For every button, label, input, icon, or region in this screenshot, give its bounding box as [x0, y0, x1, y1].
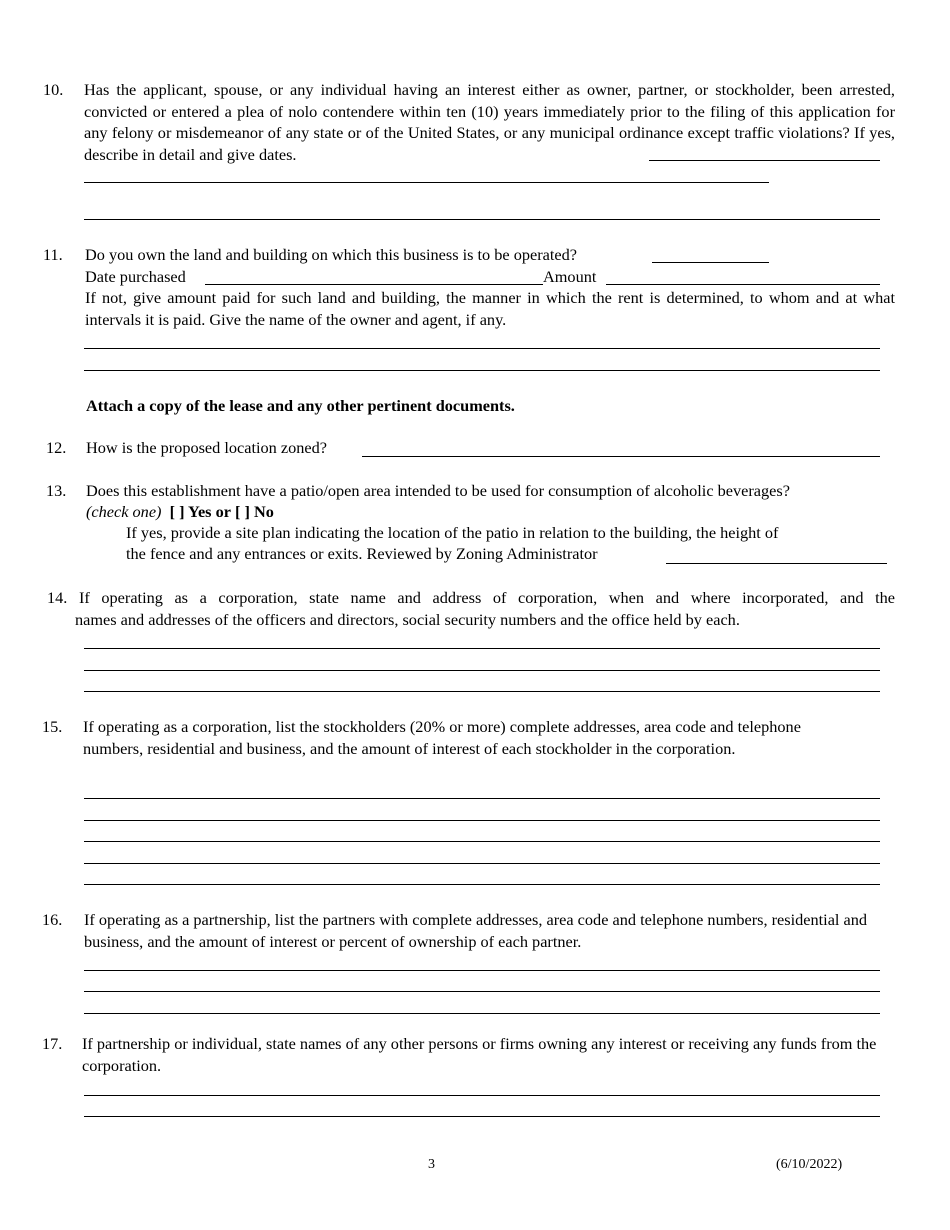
q16-number: 16. — [42, 910, 63, 929]
q16-text: If operating as a partnership, list the partners with complete addresses, area code and telephone numbers, residential and business, and the amount of interest or percent of ownership of each partner. — [84, 910, 868, 951]
q10-text — [84, 79, 895, 165]
q15-answer-line-2[interactable] — [84, 820, 880, 821]
page-number: 3 — [428, 1157, 435, 1172]
q13-check-row — [86, 501, 274, 523]
q17-number: 17. — [42, 1034, 63, 1053]
q13-question: Does this establishment have a patio/open area intended to be used for consumption of alcoholic beverages? — [86, 481, 790, 500]
q11-number: 11. — [43, 245, 63, 264]
q15-answer-line-3[interactable] — [84, 841, 880, 842]
q13-check-one: (check one) — [86, 502, 162, 521]
q11-date-label: Date purchased — [85, 267, 186, 286]
q13-number: 13. — [46, 481, 67, 500]
q11-answer-line-2[interactable] — [84, 370, 880, 371]
q16-answer-line-1[interactable] — [84, 970, 880, 971]
q11-amount-label: Amount — [543, 267, 597, 286]
q14-answer-line-3[interactable] — [84, 691, 880, 692]
q16-answer-line-3[interactable] — [84, 1013, 880, 1014]
q14-answer-line-1[interactable] — [84, 648, 880, 649]
q10-answer-line-1[interactable] — [84, 182, 769, 183]
q13-zoning-admin-field[interactable] — [666, 563, 887, 564]
q13-yes-checkbox[interactable]: [ ] Yes — [169, 502, 212, 521]
q14-number: 14. — [47, 588, 68, 607]
q10-question: Has the applicant, spouse, or any individual having an interest either as owner, partner, or stockholder, been arrested, convicted or entered a plea of nolo contendere within ten (10) years immediately prior to the filing of this application for any felony or misdemeanor of any state or of the United States, or any municipal ordinance except traffic violations? If yes, describe in detail and give dates. — [84, 80, 895, 164]
q11-answer-line-1[interactable] — [84, 348, 880, 349]
q14-answer-line-2[interactable] — [84, 670, 880, 671]
attach-note: Attach a copy of the lease and any other pertinent documents. — [86, 396, 515, 415]
q17-answer-line-2[interactable] — [84, 1116, 880, 1117]
q13-sub-text-2: the fence and any entrances or exits. Reviewed by Zoning Administrator — [126, 544, 598, 563]
q15-answer-line-5[interactable] — [84, 884, 880, 885]
q17-text: If partnership or individual, state names of any other persons or firms owning any interest or receiving any funds from the corporation. — [82, 1034, 877, 1075]
q13-no-checkbox[interactable]: [ ] No — [235, 502, 274, 521]
q14-text-line-1 — [47, 587, 895, 609]
q11-detail-text: If not, give amount paid for such land and building, the manner in which the rent is determined, to whom and at what intervals it is paid. Give the name of the owner and agent, if any. — [85, 288, 895, 329]
q11-own-answer-field[interactable] — [652, 262, 769, 263]
q15-answer-line-4[interactable] — [84, 863, 880, 864]
q15-answer-line-1[interactable] — [84, 798, 880, 799]
q14-line-1: If operating as a corporation, state name and address of corporation, when and where incorporated, and the — [78, 588, 895, 607]
q12-answer-field[interactable] — [362, 456, 880, 457]
q11-amount-field[interactable] — [606, 284, 880, 285]
q17-answer-line-1[interactable] — [84, 1095, 880, 1096]
q13-or-label: or — [215, 502, 231, 521]
q13-sub-text-1: If yes, provide a site plan indicating the location of the patio in relation to the building, the height of — [126, 523, 779, 542]
q12-number: 12. — [46, 438, 67, 457]
q10-answer-line-2[interactable] — [84, 219, 880, 220]
q10-number: 10. — [43, 80, 64, 99]
q15-text: If operating as a corporation, list the stockholders (20% or more) complete addresses, area code and telephone numbers, residential and business, and the amount of interest of each stockholder in the corporation. — [83, 717, 801, 758]
q12-question: How is the proposed location zoned? — [86, 438, 327, 457]
q14-line-2: names and addresses of the officers and directors, social security numbers and the office held by each. — [75, 610, 740, 629]
q10-answer-field-inline[interactable] — [649, 160, 880, 161]
q11-date-field[interactable] — [205, 284, 543, 285]
q15-number: 15. — [42, 717, 63, 736]
q16-answer-line-2[interactable] — [84, 991, 880, 992]
revision-date: (6/10/2022) — [776, 1157, 843, 1172]
q11-question: Do you own the land and building on which this business is to be operated? — [85, 245, 577, 264]
